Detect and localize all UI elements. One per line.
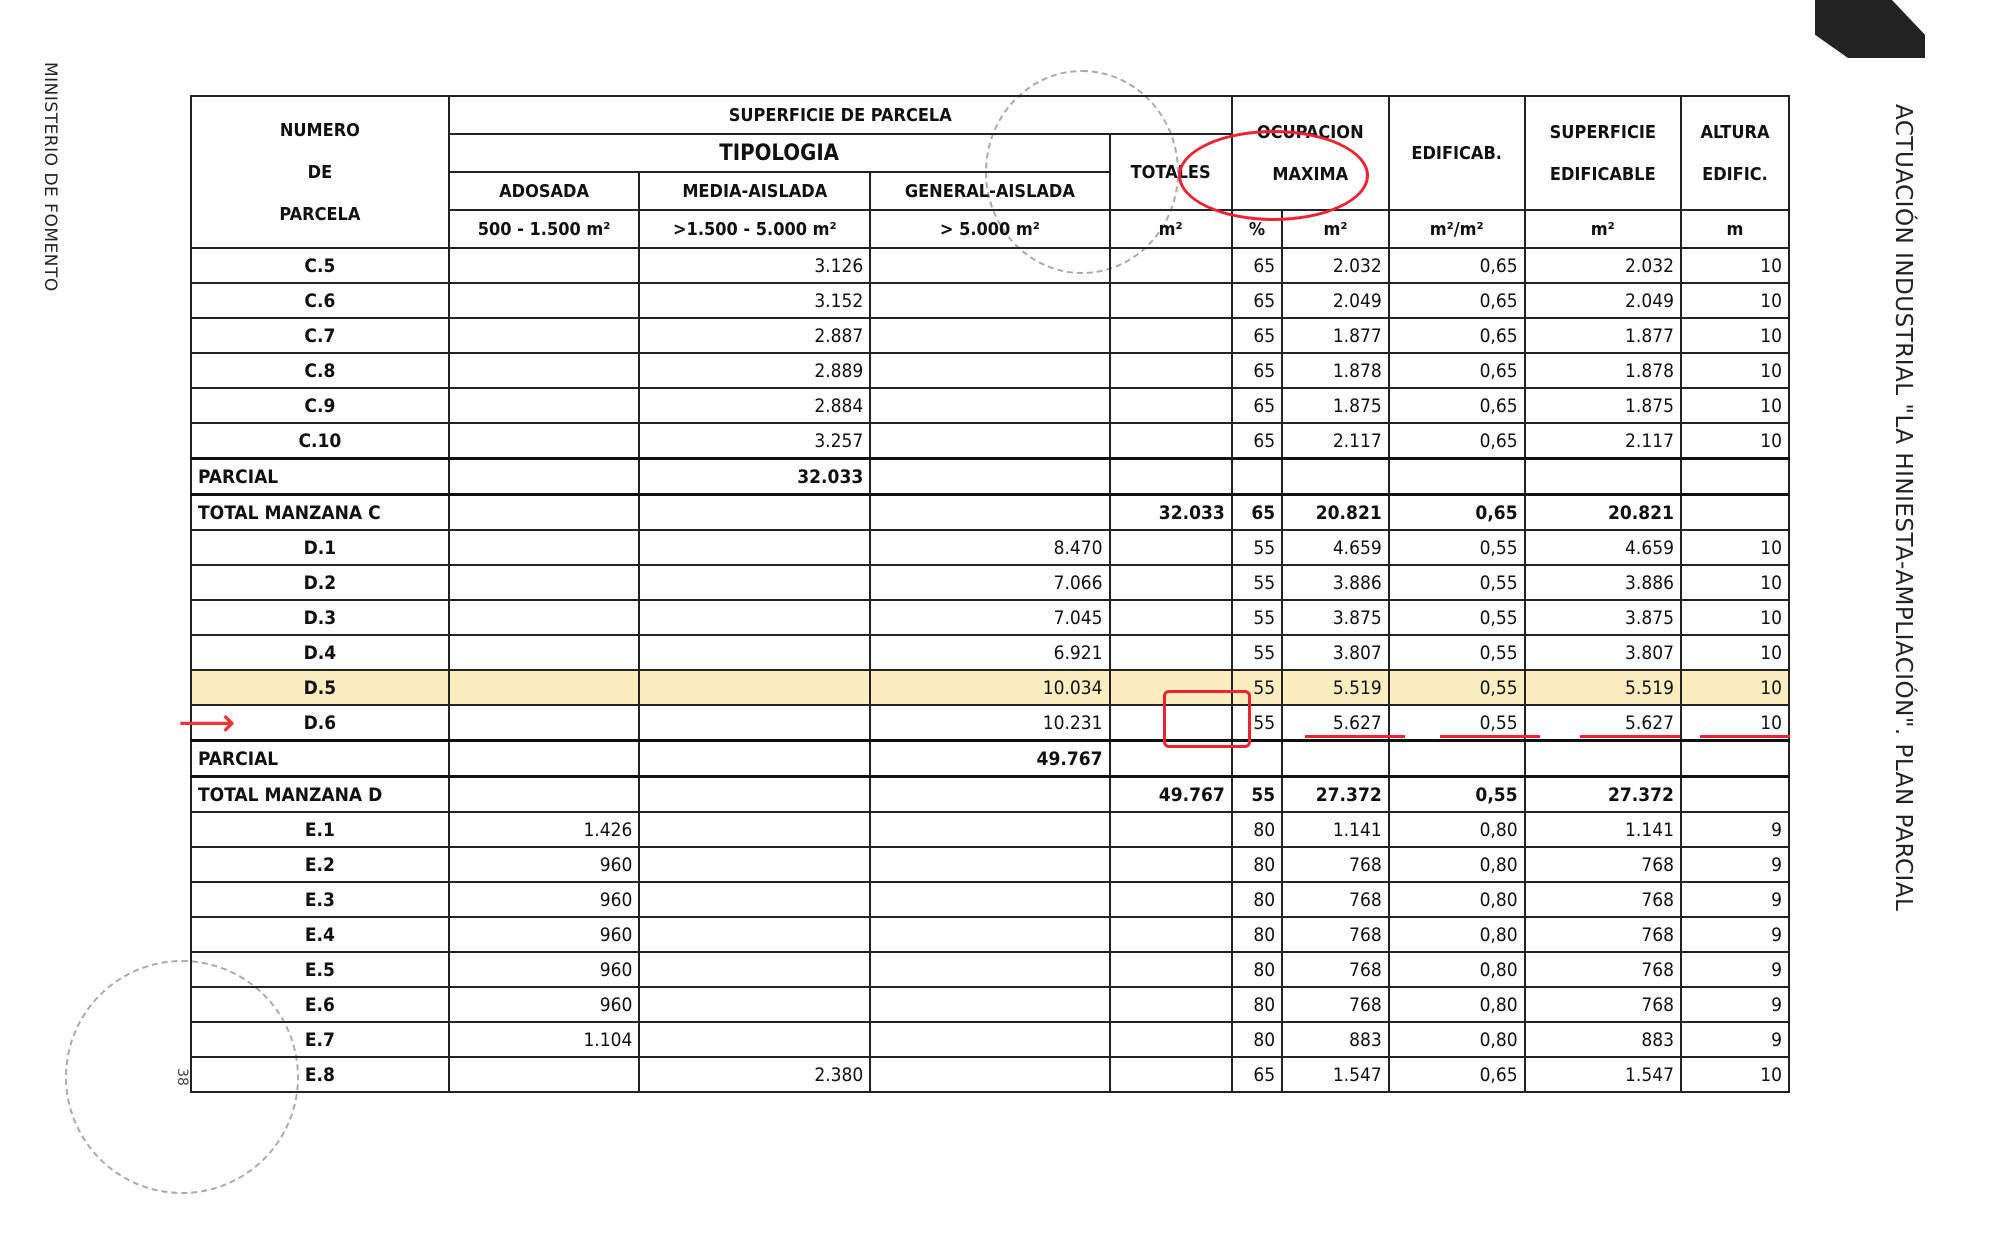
cell-adosada <box>449 565 640 600</box>
cell-general-aislada: 10.034 <box>870 670 1109 705</box>
cell-altura: 10 <box>1681 388 1789 423</box>
cell-altura <box>1681 777 1789 813</box>
cell-adosada: 1.426 <box>449 812 640 847</box>
subtotal-row <box>191 777 1789 813</box>
cell-ocupacion-pct: 65 <box>1232 1057 1282 1092</box>
cell-superficie-edificable: 2.117 <box>1525 423 1681 459</box>
cell-adosada <box>449 388 640 423</box>
cell-adosada: 960 <box>449 882 640 917</box>
table-row <box>191 987 1789 1022</box>
cell-media-aislada <box>639 565 870 600</box>
cell-edificabilidad: 0,80 <box>1389 1022 1525 1057</box>
cell-altura: 10 <box>1681 353 1789 388</box>
table-row <box>191 283 1789 318</box>
table-row <box>191 248 1789 283</box>
cell-parcela: D.6 <box>191 705 449 741</box>
cell-general-aislada: 7.045 <box>870 600 1109 635</box>
annotation-circle <box>1178 130 1369 221</box>
cell-media-aislada <box>639 847 870 882</box>
table-row <box>191 1022 1789 1057</box>
cell-ocupacion-m2: 768 <box>1282 987 1389 1022</box>
cell-edificabilidad: 0,55 <box>1389 565 1525 600</box>
cell-adosada: 960 <box>449 847 640 882</box>
cell-edificabilidad: 0,55 <box>1389 670 1525 705</box>
cell-parcela: D.4 <box>191 635 449 670</box>
table-row <box>191 1057 1789 1092</box>
edificab-unit: m²/m² <box>1389 210 1525 248</box>
cell-superficie-edificable: 1.877 <box>1525 318 1681 353</box>
table-row <box>191 952 1789 987</box>
cell-parcela: E.3 <box>191 882 449 917</box>
cell-altura <box>1681 741 1789 777</box>
cell-media-aislada: 32.033 <box>639 459 870 495</box>
cell-edificabilidad: 0,80 <box>1389 847 1525 882</box>
table-row <box>191 565 1789 600</box>
cell-parcela: D.1 <box>191 530 449 565</box>
cell-totales <box>1110 459 1232 495</box>
cell-adosada <box>449 741 640 777</box>
cell-media-aislada <box>639 741 870 777</box>
cell-ocupacion-pct: 55 <box>1232 705 1282 741</box>
cell-totales <box>1110 600 1232 635</box>
cell-totales <box>1110 917 1232 952</box>
cell-media-aislada <box>639 777 870 813</box>
cell-media-aislada <box>639 600 870 635</box>
cell-superficie-edificable: 768 <box>1525 987 1681 1022</box>
cell-totales <box>1110 530 1232 565</box>
cell-ocupacion-pct: 65 <box>1232 423 1282 459</box>
arrow-icon: ⟶ <box>178 700 236 746</box>
cell-adosada: 960 <box>449 952 640 987</box>
cell-ocupacion-m2: 2.117 <box>1282 423 1389 459</box>
col-edificab: EDIFICAB. <box>1389 96 1525 210</box>
cell-general-aislada <box>870 388 1109 423</box>
cell-superficie-edificable: 27.372 <box>1525 777 1681 813</box>
cell-general-aislada <box>870 1022 1109 1057</box>
ocup-pct: % <box>1232 210 1282 248</box>
cell-parcela: E.4 <box>191 917 449 952</box>
cell-adosada <box>449 459 640 495</box>
cell-media-aislada <box>639 495 870 531</box>
table-row <box>191 670 1789 705</box>
cell-superficie-edificable: 3.807 <box>1525 635 1681 670</box>
cell-ocupacion-m2: 768 <box>1282 917 1389 952</box>
cell-general-aislada <box>870 917 1109 952</box>
table-row <box>191 882 1789 917</box>
cell-parcela: D.3 <box>191 600 449 635</box>
parcel-table <box>190 95 1790 1093</box>
cell-superficie-edificable: 768 <box>1525 882 1681 917</box>
cell-media-aislada <box>639 1022 870 1057</box>
cell-parcela: C.6 <box>191 283 449 318</box>
cell-ocupacion-m2: 4.659 <box>1282 530 1389 565</box>
cell-ocupacion-pct: 80 <box>1232 847 1282 882</box>
cell-ocupacion-m2: 2.032 <box>1282 248 1389 283</box>
cell-parcela: D.2 <box>191 565 449 600</box>
cell-ocupacion-m2: 2.049 <box>1282 283 1389 318</box>
cell-edificabilidad <box>1389 459 1525 495</box>
annotation-underline <box>1580 735 1680 738</box>
cell-media-aislada: 2.884 <box>639 388 870 423</box>
cell-general-aislada: 49.767 <box>870 741 1109 777</box>
cell-superficie-edificable: 1.875 <box>1525 388 1681 423</box>
cell-ocupacion-m2: 27.372 <box>1282 777 1389 813</box>
subtotal-row <box>191 741 1789 777</box>
page-number: 38 <box>173 1068 190 1086</box>
cell-superficie-edificable: 3.875 <box>1525 600 1681 635</box>
cell-media-aislada: 3.126 <box>639 248 870 283</box>
cell-edificabilidad: 0,65 <box>1389 495 1525 531</box>
cell-ocupacion-pct <box>1232 459 1282 495</box>
cell-adosada: 1.104 <box>449 1022 640 1057</box>
cell-altura: 10 <box>1681 565 1789 600</box>
annotation-box <box>1163 690 1251 748</box>
cell-ocupacion-m2: 768 <box>1282 847 1389 882</box>
cell-altura: 10 <box>1681 635 1789 670</box>
cell-adosada: 960 <box>449 987 640 1022</box>
cell-altura: 10 <box>1681 670 1789 705</box>
col-adosada: ADOSADA <box>449 172 640 210</box>
cell-edificabilidad: 0,80 <box>1389 812 1525 847</box>
cell-parcela: E.5 <box>191 952 449 987</box>
cell-altura: 9 <box>1681 987 1789 1022</box>
table-row <box>191 705 1789 741</box>
cell-superficie-edificable: 1.878 <box>1525 353 1681 388</box>
cell-ocupacion-m2 <box>1282 741 1389 777</box>
cell-parcela: PARCIAL <box>191 741 449 777</box>
logo-icon <box>1815 0 1925 58</box>
cell-totales <box>1110 847 1232 882</box>
cell-altura: 9 <box>1681 952 1789 987</box>
cell-general-aislada <box>870 987 1109 1022</box>
cell-edificabilidad: 0,65 <box>1389 283 1525 318</box>
cell-ocupacion-pct: 65 <box>1232 248 1282 283</box>
cell-adosada <box>449 1057 640 1092</box>
cell-adosada <box>449 318 640 353</box>
cell-ocupacion-pct: 65 <box>1232 283 1282 318</box>
cell-edificabilidad: 0,55 <box>1389 530 1525 565</box>
cell-edificabilidad: 0,55 <box>1389 600 1525 635</box>
col-general: GENERAL-AISLADA <box>870 172 1109 210</box>
cell-altura: 10 <box>1681 248 1789 283</box>
cell-superficie-edificable: 1.547 <box>1525 1057 1681 1092</box>
cell-parcela: D.5 <box>191 670 449 705</box>
cell-ocupacion-m2: 1.878 <box>1282 353 1389 388</box>
subtotal-row <box>191 459 1789 495</box>
cell-media-aislada <box>639 670 870 705</box>
cell-totales: 32.033 <box>1110 495 1232 531</box>
cell-general-aislada <box>870 318 1109 353</box>
cell-ocupacion-pct: 80 <box>1232 952 1282 987</box>
cell-parcela: C.5 <box>191 248 449 283</box>
cell-totales <box>1110 1057 1232 1092</box>
cell-altura: 10 <box>1681 283 1789 318</box>
col-tipologia: TIPOLOGIA <box>449 134 1110 172</box>
cell-totales <box>1110 353 1232 388</box>
cell-ocupacion-pct: 55 <box>1232 635 1282 670</box>
cell-altura <box>1681 459 1789 495</box>
cell-general-aislada <box>870 882 1109 917</box>
cell-totales <box>1110 987 1232 1022</box>
cell-ocupacion-m2: 3.875 <box>1282 600 1389 635</box>
general-range: > 5.000 m² <box>870 210 1109 248</box>
cell-media-aislada <box>639 987 870 1022</box>
cell-ocupacion-pct: 80 <box>1232 917 1282 952</box>
cell-edificabilidad: 0,80 <box>1389 917 1525 952</box>
table-row <box>191 917 1789 952</box>
table-row <box>191 318 1789 353</box>
cell-edificabilidad: 0,65 <box>1389 1057 1525 1092</box>
cell-ocupacion-m2: 768 <box>1282 882 1389 917</box>
cell-general-aislada <box>870 248 1109 283</box>
cell-totales <box>1110 565 1232 600</box>
cell-general-aislada <box>870 353 1109 388</box>
cell-ocupacion-m2: 883 <box>1282 1022 1389 1057</box>
cell-adosada <box>449 600 640 635</box>
cell-ocupacion-pct: 80 <box>1232 812 1282 847</box>
cell-edificabilidad: 0,55 <box>1389 705 1525 741</box>
cell-totales <box>1110 248 1232 283</box>
cell-parcela: TOTAL MANZANA C <box>191 495 449 531</box>
cell-superficie-edificable: 4.659 <box>1525 530 1681 565</box>
cell-ocupacion-pct: 80 <box>1232 1022 1282 1057</box>
cell-ocupacion-pct: 80 <box>1232 987 1282 1022</box>
cell-altura <box>1681 495 1789 531</box>
cell-altura: 9 <box>1681 812 1789 847</box>
cell-ocupacion-m2: 5.519 <box>1282 670 1389 705</box>
table-row <box>191 388 1789 423</box>
table-row <box>191 635 1789 670</box>
cell-ocupacion-m2: 768 <box>1282 952 1389 987</box>
cell-general-aislada: 6.921 <box>870 635 1109 670</box>
cell-ocupacion-m2 <box>1282 459 1389 495</box>
cell-superficie-edificable <box>1525 459 1681 495</box>
cell-totales <box>1110 635 1232 670</box>
cell-media-aislada: 2.887 <box>639 318 870 353</box>
cell-media-aislada <box>639 882 870 917</box>
annotation-underline <box>1700 735 1790 738</box>
cell-adosada <box>449 635 640 670</box>
cell-media-aislada <box>639 812 870 847</box>
table-row <box>191 847 1789 882</box>
cell-altura: 10 <box>1681 423 1789 459</box>
cell-ocupacion-pct: 55 <box>1232 600 1282 635</box>
cell-adosada <box>449 423 640 459</box>
subtotal-row <box>191 495 1789 531</box>
cell-ocupacion-m2: 5.627 <box>1282 705 1389 741</box>
cell-edificabilidad: 0,80 <box>1389 882 1525 917</box>
cell-media-aislada: 3.257 <box>639 423 870 459</box>
cell-parcela: E.2 <box>191 847 449 882</box>
cell-superficie-edificable: 768 <box>1525 952 1681 987</box>
col-ocupacion: OCUPACION MAXIMA <box>1232 96 1389 210</box>
cell-edificabilidad: 0,55 <box>1389 777 1525 813</box>
cell-edificabilidad: 0,80 <box>1389 987 1525 1022</box>
cell-altura: 9 <box>1681 847 1789 882</box>
cell-ocupacion-pct: 55 <box>1232 530 1282 565</box>
col-superficie: SUPERFICIE DE PARCELA <box>449 96 1232 134</box>
cell-totales <box>1110 882 1232 917</box>
cell-ocupacion-m2: 20.821 <box>1282 495 1389 531</box>
cell-edificabilidad: 0,65 <box>1389 353 1525 388</box>
side-label-title: ACTUACIÓN INDUSTRIAL "LA HINIESTA-AMPLIACIÓN". PLAN PARCIAL <box>1890 104 1916 912</box>
cell-general-aislada <box>870 777 1109 813</box>
annotation-underline <box>1305 735 1405 738</box>
cell-parcela: TOTAL MANZANA D <box>191 777 449 813</box>
cell-altura: 10 <box>1681 318 1789 353</box>
cell-altura: 10 <box>1681 600 1789 635</box>
cell-general-aislada <box>870 283 1109 318</box>
cell-ocupacion-pct: 65 <box>1232 318 1282 353</box>
ocup-unit: m² <box>1282 210 1389 248</box>
cell-totales <box>1110 1022 1232 1057</box>
cell-edificabilidad: 0,65 <box>1389 248 1525 283</box>
cell-totales <box>1110 318 1232 353</box>
altura-unit: m <box>1681 210 1789 248</box>
cell-media-aislada <box>639 705 870 741</box>
cell-general-aislada: 8.470 <box>870 530 1109 565</box>
cell-superficie-edificable: 5.627 <box>1525 705 1681 741</box>
cell-ocupacion-pct: 55 <box>1232 777 1282 813</box>
cell-general-aislada <box>870 847 1109 882</box>
cell-parcela: E.1 <box>191 812 449 847</box>
cell-superficie-edificable: 5.519 <box>1525 670 1681 705</box>
annotation-underline <box>1440 735 1540 738</box>
cell-adosada <box>449 530 640 565</box>
cell-media-aislada <box>639 530 870 565</box>
cell-superficie-edificable: 3.886 <box>1525 565 1681 600</box>
cell-superficie-edificable: 2.032 <box>1525 248 1681 283</box>
cell-adosada <box>449 705 640 741</box>
col-sup-edificable: SUPERFICIE EDIFICABLE <box>1525 96 1681 210</box>
cell-altura: 10 <box>1681 1057 1789 1092</box>
cell-superficie-edificable <box>1525 741 1681 777</box>
cell-parcela: C.7 <box>191 318 449 353</box>
col-altura: ALTURA EDIFIC. <box>1681 96 1789 210</box>
cell-general-aislada <box>870 423 1109 459</box>
cell-parcela: E.6 <box>191 987 449 1022</box>
cell-ocupacion-m2: 1.141 <box>1282 812 1389 847</box>
cell-parcela: E.7 <box>191 1022 449 1057</box>
cell-edificabilidad: 0,55 <box>1389 635 1525 670</box>
cell-edificabilidad: 0,65 <box>1389 318 1525 353</box>
table-row <box>191 530 1789 565</box>
cell-altura: 9 <box>1681 917 1789 952</box>
cell-edificabilidad <box>1389 741 1525 777</box>
cell-adosada <box>449 283 640 318</box>
cell-totales <box>1110 283 1232 318</box>
cell-edificabilidad: 0,80 <box>1389 952 1525 987</box>
table-row <box>191 600 1789 635</box>
cell-ocupacion-m2: 3.886 <box>1282 565 1389 600</box>
cell-general-aislada <box>870 495 1109 531</box>
cell-superficie-edificable: 768 <box>1525 917 1681 952</box>
col-totales: TOTALES <box>1110 134 1232 210</box>
cell-general-aislada <box>870 812 1109 847</box>
cell-adosada <box>449 670 640 705</box>
cell-media-aislada <box>639 635 870 670</box>
col-media: MEDIA-AISLADA <box>639 172 870 210</box>
cell-general-aislada <box>870 459 1109 495</box>
cell-altura: 10 <box>1681 530 1789 565</box>
side-label-ministerio: MINISTERIO DE FOMENTO <box>40 62 60 292</box>
cell-superficie-edificable: 768 <box>1525 847 1681 882</box>
cell-superficie-edificable: 2.049 <box>1525 283 1681 318</box>
cell-totales: 49.767 <box>1110 777 1232 813</box>
cell-general-aislada: 10.231 <box>870 705 1109 741</box>
cell-parcela: PARCIAL <box>191 459 449 495</box>
cell-ocupacion-pct: 55 <box>1232 670 1282 705</box>
table-row <box>191 353 1789 388</box>
table-row <box>191 423 1789 459</box>
sup-edif-unit: m² <box>1525 210 1681 248</box>
cell-superficie-edificable: 20.821 <box>1525 495 1681 531</box>
cell-parcela: C.10 <box>191 423 449 459</box>
cell-general-aislada <box>870 952 1109 987</box>
cell-adosada <box>449 777 640 813</box>
cell-media-aislada <box>639 952 870 987</box>
table-row <box>191 812 1789 847</box>
cell-parcela: C.8 <box>191 353 449 388</box>
cell-superficie-edificable: 1.141 <box>1525 812 1681 847</box>
cell-ocupacion-m2: 1.547 <box>1282 1057 1389 1092</box>
totales-unit: m² <box>1110 210 1232 248</box>
cell-media-aislada: 2.889 <box>639 353 870 388</box>
cell-ocupacion-pct: 65 <box>1232 353 1282 388</box>
cell-altura: 10 <box>1681 705 1789 741</box>
cell-adosada <box>449 248 640 283</box>
cell-totales <box>1110 952 1232 987</box>
media-range: >1.500 - 5.000 m² <box>639 210 870 248</box>
cell-media-aislada: 3.152 <box>639 283 870 318</box>
cell-general-aislada <box>870 1057 1109 1092</box>
cell-totales <box>1110 388 1232 423</box>
cell-ocupacion-m2: 1.877 <box>1282 318 1389 353</box>
cell-adosada: 960 <box>449 917 640 952</box>
cell-media-aislada: 2.380 <box>639 1057 870 1092</box>
col-parcela: NUMERO DE PARCELA <box>191 96 449 248</box>
cell-totales <box>1110 423 1232 459</box>
cell-parcela: C.9 <box>191 388 449 423</box>
cell-general-aislada: 7.066 <box>870 565 1109 600</box>
cell-altura: 9 <box>1681 1022 1789 1057</box>
cell-ocupacion-pct: 80 <box>1232 882 1282 917</box>
cell-ocupacion-pct: 65 <box>1232 495 1282 531</box>
cell-adosada <box>449 353 640 388</box>
cell-media-aislada <box>639 917 870 952</box>
cell-edificabilidad: 0,65 <box>1389 388 1525 423</box>
table-body <box>191 248 1789 1092</box>
cell-superficie-edificable: 883 <box>1525 1022 1681 1057</box>
cell-ocupacion-m2: 3.807 <box>1282 635 1389 670</box>
cell-totales <box>1110 812 1232 847</box>
cell-edificabilidad: 0,65 <box>1389 423 1525 459</box>
cell-ocupacion-m2: 1.875 <box>1282 388 1389 423</box>
cell-adosada <box>449 495 640 531</box>
cell-parcela: E.8 <box>191 1057 449 1092</box>
cell-ocupacion-pct: 65 <box>1232 388 1282 423</box>
adosada-range: 500 - 1.500 m² <box>449 210 640 248</box>
cell-ocupacion-pct: 55 <box>1232 565 1282 600</box>
cell-altura: 9 <box>1681 882 1789 917</box>
